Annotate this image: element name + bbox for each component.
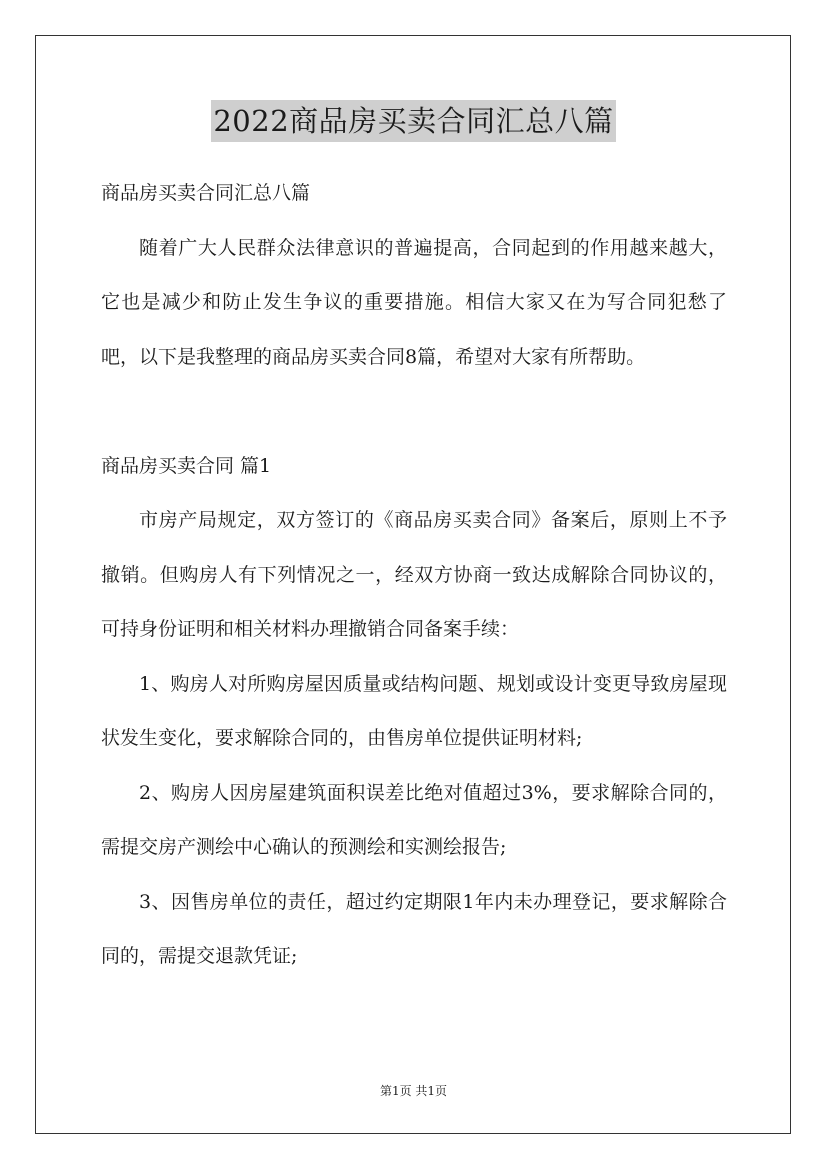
section-heading: 商品房买卖合同 篇1 [101,454,272,477]
document-body [101,166,727,984]
document-subtitle: 商品房买卖合同汇总八篇 [101,182,311,204]
section-spacer [101,384,727,439]
document-title-text: 2022商品房买卖合同汇总八篇 [211,100,615,142]
page-footer: 第1页 共1页 [379,1084,448,1098]
document-title [0,100,827,142]
section-paragraph: 2、购房人因房屋建筑面积误差比绝对值超过3%，要求解除合同的，需提交房产测绘中心确认的预测绘和实测绘报告; [101,781,727,858]
section-paragraph: 1、购房人对所购房屋因质量或结构问题、规划或设计变更导致房屋现状发生变化，要求解除合同的，由售房单位提供证明材料; [101,672,727,749]
section-paragraph: 市房产局规定，双方签订的《商品房买卖合同》备案后，原则上不予撤销。但购房人有下列情况之一，经双方协商一致达成解除合同协议的，可持身份证明和相关材料办理撤销合同备案手续： [101,509,727,640]
intro-paragraph: 随着广大人民群众法律意识的普遍提高，合同起到的作用越来越大，它也是减少和防止发生争议的重要措施。相信大家又在为写合同犯愁了吧，以下是我整理的商品房买卖合同8篇，希望对大家有所帮助。 [101,236,727,368]
section-paragraph: 3、因售房单位的责任，超过约定期限1年内未办理登记，要求解除合同的，需提交退款凭证; [101,890,727,967]
